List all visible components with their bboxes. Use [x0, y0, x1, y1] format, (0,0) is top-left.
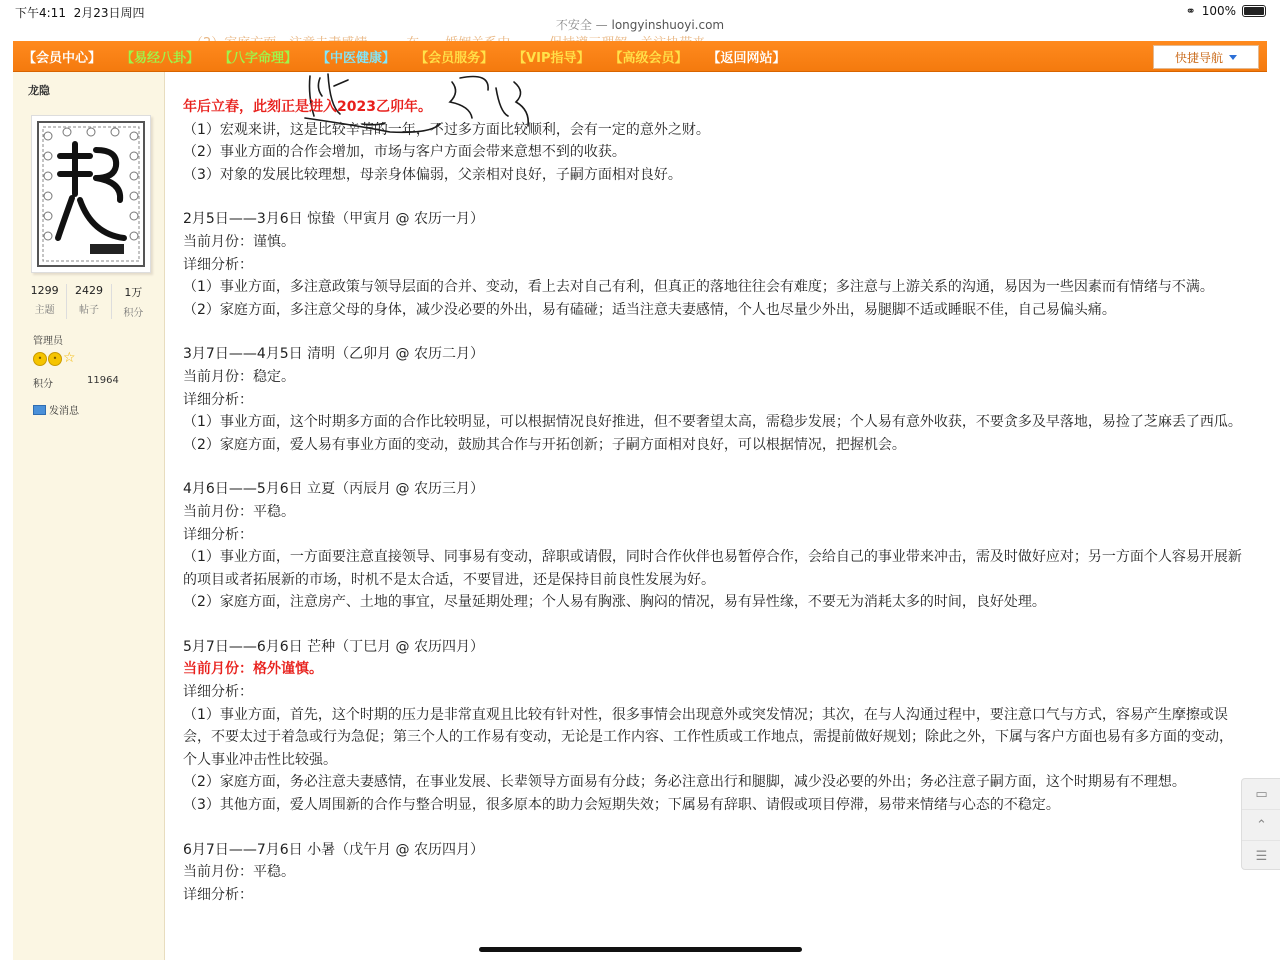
section-item: （1）事业方面，多注意政策与领导层面的合并、变动，看上去对自己有利，但真正的落地往往会有难度；多注意与上游关系的沟通，易因为一些因素而有情绪与不满。: [183, 279, 1214, 296]
send-message-link[interactable]: [33, 402, 79, 417]
section-item: （1）事业方面，这个时期多方面的合作比较明显，可以根据情况良好推进，但不要奢望太高，需稳步发展；个人易有意外收获，不要贪多及早落地，易捡了芝麻丢了西瓜。: [183, 414, 1242, 431]
section-detail-label: 详细分析：: [183, 256, 253, 273]
envelope-icon: [33, 405, 46, 415]
stat-value: 1万: [124, 286, 143, 299]
section-month: 当前月份：平稳。: [183, 503, 295, 520]
intro-heading: 年后立春，此刻正是进入2023乙卯年。: [183, 99, 432, 115]
status-time: 下午4:11 2月23日周四: [15, 6, 145, 20]
section-item: （3）其他方面，爱人周围新的合作与整合明显，很多原本的助力会短期失效；下属易有辞职、请假或项目停滞，易带来情绪与心态的不稳定。: [183, 797, 1060, 814]
post-content: [183, 96, 1243, 906]
nav-item[interactable]: 【八字命理】: [219, 50, 298, 66]
section-item: （2）家庭方面，务必注意夫妻感情，在事业发展、长辈领导方面易有分歧；务必注意出行和腿脚，减少没必要的外出；务必注意子嗣方面，这个时期易有不理想。: [183, 774, 1186, 791]
nav-item[interactable]: 【VIP指导】: [513, 50, 590, 66]
avatar[interactable]: [31, 115, 151, 273]
nav-item[interactable]: 【高级会员】: [609, 50, 688, 66]
section-detail-label: 详细分析：: [183, 526, 253, 543]
section-title: 2月5日——3月6日 惊蛰（甲寅月 @ 农历一月）: [183, 211, 484, 228]
send-message-label: 发消息: [49, 406, 79, 417]
battery-percent: 100%: [1201, 4, 1236, 18]
stat-block[interactable]: [67, 284, 111, 319]
section-month: 当前月份：平稳。: [183, 864, 295, 881]
intro-item: （3）对象的发展比较理想，母亲身体偏弱，父亲相对良好，子嗣方面相对良好。: [183, 166, 682, 183]
paragraph-gap: [183, 186, 1243, 208]
floating-side-buttons: [1241, 778, 1280, 870]
back-to-top-icon[interactable]: ⌃: [1242, 810, 1280, 841]
section-detail-label: 详细分析：: [183, 684, 253, 701]
author-name[interactable]: 龙隐: [28, 84, 50, 97]
stat-block[interactable]: [23, 284, 67, 319]
section-detail-label: 详细分析：: [183, 391, 253, 408]
medal-icon: •: [48, 352, 62, 366]
author-role: 管理员: [33, 336, 63, 347]
stat-label: 帖子: [78, 305, 99, 316]
comment-icon[interactable]: ▭: [1242, 779, 1280, 810]
link-icon: ⚭: [1185, 4, 1196, 18]
intro-item: （1）宏观来讲，这是比较辛苦的一年，不过多方面比较顺利，会有一定的意外之财。: [183, 121, 710, 138]
chevron-down-icon: [1229, 55, 1237, 60]
stat-label: 积分: [123, 308, 144, 319]
section-month: 当前月份：稳定。: [183, 368, 295, 385]
stat-value: 1299: [30, 284, 59, 297]
nav-item[interactable]: 【返回网站】: [707, 50, 786, 66]
author-points: 积分 11964: [33, 375, 119, 390]
medal-icon: •: [33, 352, 47, 366]
paragraph-gap: [183, 321, 1243, 343]
stat-label: 主题: [34, 305, 55, 316]
section-month: 当前月份：格外谨慎。: [183, 661, 323, 678]
section-title: 4月6日——5月6日 立夏（丙辰月 @ 农历三月）: [183, 481, 484, 498]
seal-avatar-icon: [32, 116, 150, 272]
quick-nav-button[interactable]: [1153, 45, 1259, 69]
author-sidebar: [13, 72, 165, 960]
section-month: 当前月份：谨慎。: [183, 233, 295, 250]
section-item: （2）家庭方面，多注意父母的身体，减少没必要的外出，易有磕碰；适当注意夫妻感情，个人也尽量少外出，易腿脚不适或睡眠不佳，自己易偏头痛。: [183, 301, 1116, 318]
home-indicator: [479, 947, 802, 952]
nav-item[interactable]: 【会员服务】: [415, 50, 494, 66]
stat-block[interactable]: [112, 284, 155, 319]
insecure-label: 不安全 —: [555, 18, 612, 32]
quick-nav-label: 快捷导航: [1174, 50, 1223, 65]
section-title: 3月7日——4月5日 清明（乙卯月 @ 农历二月）: [183, 346, 484, 363]
section-item: （2）家庭方面，注意房产、土地的事宜，尽量延期处理；个人易有胸涨、胸闷的情况，易有异性缘，不要无为消耗太多的时间，良好处理。: [183, 594, 1046, 611]
star-icon: ☆: [63, 350, 76, 366]
section-title: 5月7日——6月6日 芒种（丁巳月 @ 农历四月）: [183, 638, 484, 655]
nav-item[interactable]: 【会员中心】: [23, 50, 102, 66]
paragraph-gap: [183, 456, 1243, 478]
section-item: （1）事业方面，首先，这个时期的压力是非常直观且比较有针对性，很多事情会出现意外或突发情况；其次，在与人沟通过程中，要注意口气与方式，容易产生摩擦或误会，不要太过于着急或行为急促；第三个人的工作易有变动，无论是工作内容、工作性质或工作地点，需提前做好规划；除此之外，下属与客户方面也易有多方面的变动，个人事业冲击性比较强。: [183, 706, 1233, 768]
intro-item: （2）事业方面的合作会增加，市场与客户方面会带来意想不到的收获。: [183, 144, 626, 161]
nav-item[interactable]: 【中医健康】: [317, 50, 396, 66]
section-item: （1）事业方面，一方面要注意直接领导、同事易有变动，辞职或请假，同时合作伙伴也易暂停合作，会给自己的事业带来冲击，需及时做好应对；另一方面个人容易开展新的项目或者拓展新的市场，时机不是太合适，不要冒进，还是保持目前良性发展为好。: [183, 549, 1242, 588]
paragraph-gap: [183, 817, 1243, 839]
url-domain: longyinshuoyi.com: [611, 18, 725, 32]
nav-item[interactable]: 【易经八卦】: [121, 50, 200, 66]
section-title: 6月7日——7月6日 小暑（戊午月 @ 农历四月）: [183, 841, 484, 858]
section-detail-label: 详细分析：: [183, 886, 253, 903]
rank-medals: [33, 352, 75, 366]
stat-value: 2429: [74, 284, 103, 297]
paragraph-gap: [183, 614, 1243, 636]
section-item: （2）家庭方面，爱人易有事业方面的变动，鼓励其合作与开拓创新；子嗣方面相对良好，可以根据情况，把握机会。: [183, 436, 906, 453]
author-stats: [23, 284, 155, 319]
list-icon[interactable]: ☰: [1255, 848, 1268, 864]
top-nav: [13, 41, 1267, 72]
